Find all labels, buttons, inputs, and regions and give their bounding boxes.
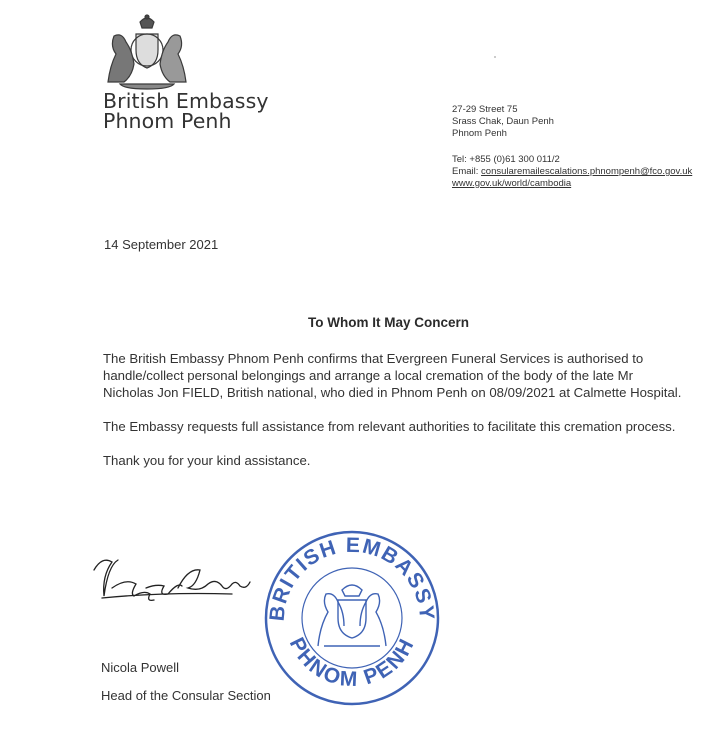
stamp-bottom-text: PHNOM PENH (284, 633, 420, 692)
scan-speck (494, 56, 496, 58)
organization-name (103, 91, 269, 131)
royal-coat-of-arms-icon (100, 12, 194, 90)
email-label: Email: (452, 166, 482, 177)
address-block (452, 104, 692, 190)
letter-date: 14 September 2021 (104, 237, 219, 252)
signatory-title: Head of the Consular Section (101, 688, 271, 703)
address-line-2: Srass Chak, Daun Penh (452, 116, 554, 127)
stamp-top-text: BRITISH EMBASSY (265, 533, 439, 623)
paragraph-1: The British Embassy Phnom Penh confirms that Evergreen Funeral Services is authorised to handle/collect personal belongings and arrange a local cremation of the body of the late Mr Nicholas Jon FIELD, British national, who died in Phnom Penh on 08/09/2021 at Calmette Hospital. (103, 351, 682, 400)
website-link[interactable]: www.gov.uk/world/cambodia (452, 178, 572, 189)
paragraph-2: The Embassy requests full assistance from relevant authorities to facilitate this cremation process. (103, 419, 676, 434)
email-line (452, 166, 692, 178)
letter-heading: To Whom It May Concern (308, 315, 469, 330)
svg-text:BRITISH EMBASSY (266, 534, 439, 622)
letter-body (103, 350, 683, 486)
org-line-1: British Embassy (103, 89, 269, 113)
paragraph-3: Thank you for your kind assistance. (103, 453, 311, 468)
signatory-name: Nicola Powell (101, 660, 180, 675)
email-link[interactable]: consularemailescalations.phnompenh@fco.gov.uk (481, 166, 693, 177)
address-line-3: Phnom Penh (452, 128, 507, 139)
handwritten-signature (82, 548, 292, 623)
tel-line: Tel: +855 (0)61 300 011/2 (452, 154, 560, 165)
address-line-1: 27-29 Street 75 (452, 104, 518, 115)
org-line-2: Phnom Penh (103, 109, 232, 133)
svg-text:PHNOM PENH (285, 634, 419, 691)
stamp-crest-icon (318, 585, 386, 646)
embassy-seal-stamp (262, 528, 442, 708)
